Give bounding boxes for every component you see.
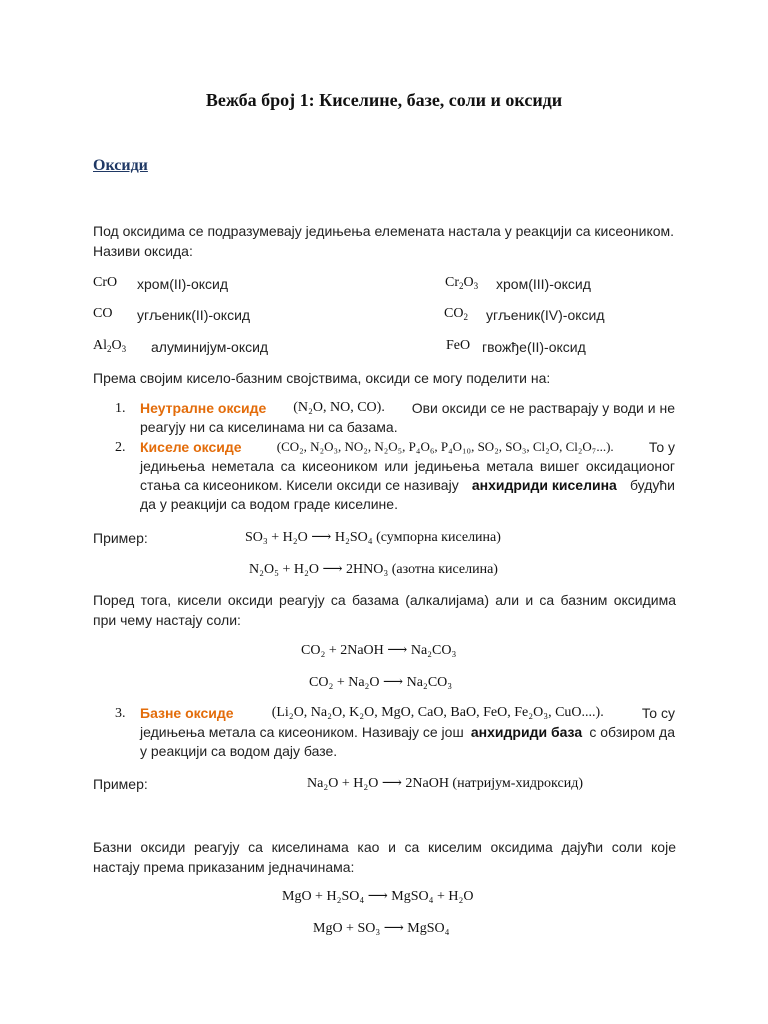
base-anhydrides-term: анхидриди база xyxy=(470,724,583,740)
basic-text-line3: у реакцији са водом дају базе. xyxy=(140,743,338,759)
page-title: Вежба број 1: Киселине, базе, соли и оксиди xyxy=(205,90,563,110)
oxide-name: угљеник(IV)-оксид xyxy=(486,307,605,323)
equation: Na₂O + H₂O ⟶ 2NaOH (натријум-хидроксид) xyxy=(307,776,584,791)
acidic-text-part: будући xyxy=(629,477,675,493)
list-item-basic xyxy=(140,705,675,759)
list-item-neutral xyxy=(140,400,675,435)
oxide-name: хром(III)-оксид xyxy=(496,276,591,292)
paragraph-basic-line1: Базни оксиди реагују са киселинама као и са киселим оксидима дајући соли које xyxy=(93,839,676,855)
acidic-formulas: (CO₂, N₂O₃, NO₂, N₂O₅, P₄O₆, P₄O₁₀, SO₂, SO₃, Cl₂O, Cl₂O₇...). xyxy=(276,439,614,454)
equation: MgO + H₂SO₄ ⟶ MgSO₄ + H₂O xyxy=(282,889,474,904)
basic-oxides-label: Базне оксиде xyxy=(140,705,234,721)
equation: CO₂ + Na₂O ⟶ Na₂CO₃ xyxy=(309,675,453,690)
neutral-text-cont: реагују ни са киселинама ни са базама. xyxy=(140,419,398,435)
example-label: Пример: xyxy=(93,530,148,546)
oxide-formula: $Cr_2O_3$ xyxy=(445,275,479,291)
list-number: 3. xyxy=(115,706,126,721)
list-item-acidic xyxy=(140,439,675,512)
basic-text: То су xyxy=(641,705,675,721)
oxide-formula: CrO xyxy=(93,275,118,290)
oxide-formula: $CO_2$ xyxy=(444,306,468,322)
equation: CO₂ + 2NaOH ⟶ Na₂CO₃ xyxy=(301,643,457,658)
basic-formulas: (Li₂O, Na₂O, K₂O, MgO, CaO, BaO, FeO, Fe₂O₃, CuO....). xyxy=(271,705,604,720)
oxide-name: гвожђе(II)-оксид xyxy=(482,339,586,355)
acidic-text: То у xyxy=(648,439,675,455)
acidic-text-line2: једињења неметала са кисеоником или једињења метала вишег оксидационог xyxy=(140,458,675,474)
acid-anhydrides-term: анхидриди киселина xyxy=(471,477,617,493)
intro-line-1: Под оксидима се подразумевају једињења елемената настала у реакцији са кисеоником. xyxy=(93,223,675,239)
oxide-formula: $Al_2O_3$ xyxy=(93,338,127,354)
neutral-oxides-label: Неутралне оксиде xyxy=(140,400,267,416)
acidic-text-line3 xyxy=(140,477,675,493)
equation: MgO + SO₃ ⟶ MgSO₄ xyxy=(313,921,450,936)
acidic-text-part: стања са кисеоником. Кисели оксиди се називају xyxy=(140,477,459,493)
equation: SO₃ + H₂O ⟶ H₂SO₄ (сумпорна киселина) xyxy=(245,530,501,545)
basic-text-line2 xyxy=(140,724,675,740)
list-number: 2. xyxy=(115,440,126,455)
acidic-oxides-label: Киселе оксиде xyxy=(140,439,242,455)
neutral-formulas: (N₂O, NO, CO). xyxy=(293,400,385,415)
intro-line-2: Називи оксида: xyxy=(93,243,193,259)
oxide-name: хром(II)-оксид xyxy=(137,276,229,292)
paragraph-basic-line2: настају према приказаним једначинама: xyxy=(93,859,355,875)
oxide-formula: FeO xyxy=(446,338,471,353)
paragraph-acid-base-line2: при чему настају соли: xyxy=(93,612,241,628)
neutral-text: Ови оксиди се не растварају у води и не xyxy=(411,400,675,416)
list-number: 1. xyxy=(115,401,126,416)
classification-text: Према својим кисело-базним својствима, оксиди се могу поделити на: xyxy=(93,370,551,386)
oxide-name: угљеник(II)-оксид xyxy=(137,307,251,323)
oxide-formula: CO xyxy=(93,306,113,321)
paragraph-acid-base-line1: Поред тога, кисели оксиди реагују са базама (алкалијама) али и са базним оксидима xyxy=(93,592,676,608)
acidic-text-line4: да у реакцији са водом граде киселине. xyxy=(140,496,398,512)
basic-text-part: с обзиром да xyxy=(589,724,675,740)
example-label: Пример: xyxy=(93,776,148,792)
equation: N₂O₅ + H₂O ⟶ 2HNO₃ (азотна киселина) xyxy=(249,562,498,577)
section-heading-oxides: Оксиди xyxy=(93,157,148,174)
oxide-name: алуминијум-оксид xyxy=(151,339,269,355)
basic-text-part: једињења метала са кисеоником. Називају се још xyxy=(140,724,464,740)
